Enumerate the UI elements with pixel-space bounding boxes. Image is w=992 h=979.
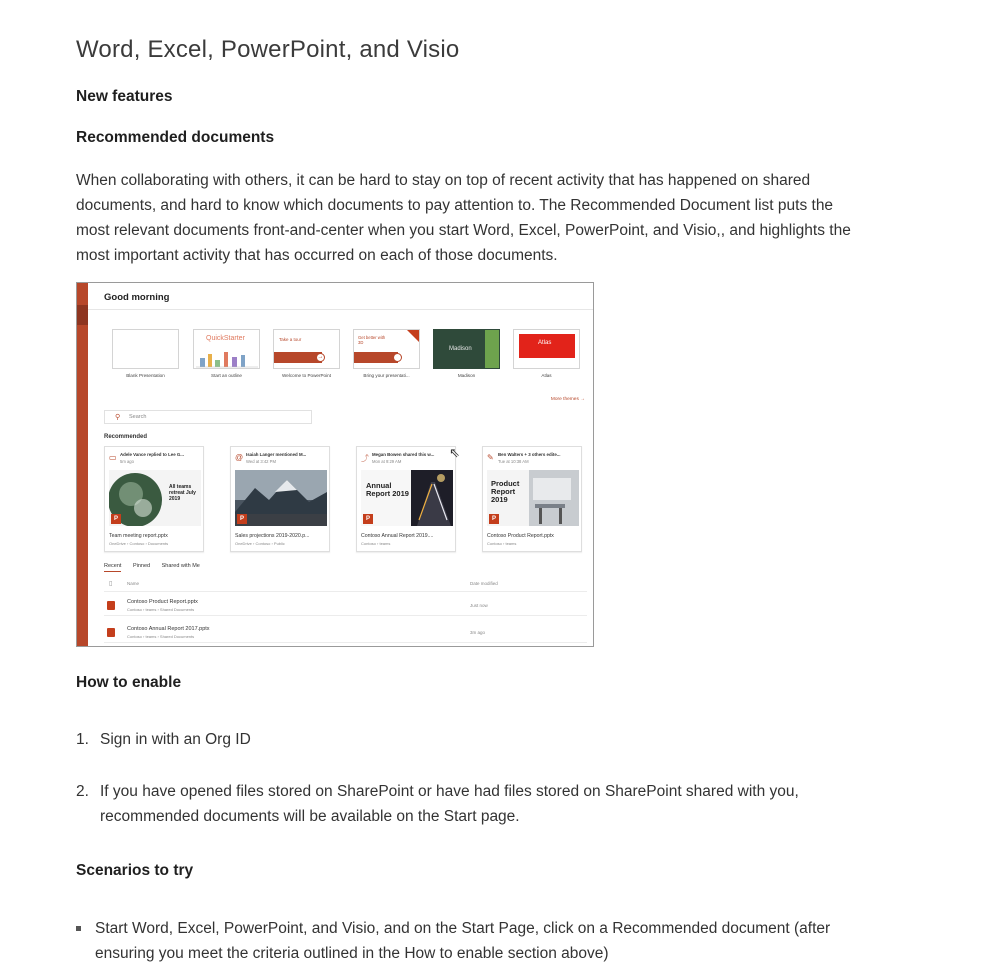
reply-icon: ▭ [109, 453, 117, 462]
card-location: Contoso › teams [361, 541, 391, 546]
file-row[interactable] [104, 596, 587, 616]
header-divider [88, 309, 593, 310]
column-date-modified[interactable]: Date modified [470, 581, 498, 586]
recommended-label: Recommended [104, 434, 148, 440]
card-location: OneDrive › Contoso › Public [235, 541, 285, 546]
powerpoint-icon: P [489, 514, 499, 524]
new-features-heading: New features [76, 88, 173, 105]
template-label: Bring your presentati... [363, 373, 410, 378]
card-activity: Adele Vance replied to Lee G... [120, 452, 184, 457]
card-time: Mon at 9:29 AM [372, 459, 402, 464]
greeting: Good morning [104, 292, 170, 303]
intro-paragraph: When collaborating with others, it can be hard to stay on top of recent activity that has happened on shared documents, and hard to know which documents to pay attention to. The Recommended Document list puts the most relevant documents front-and-center when you start Word, Excel, PowerPoint, and Visio,, and highlights the most important activity that has occurred on each of those documents. [76, 172, 851, 264]
card-activity: Isaiah Langer mentioned M... [246, 452, 307, 457]
card-thumbnail [361, 470, 453, 526]
scenario-text: Start Word, Excel, PowerPoint, and Visio, and on the Start Page, click on a Recommended document (after ensuring you meet the criteria outlined in the How to enable section above) [95, 920, 831, 962]
tab-recent[interactable]: Recent [104, 563, 121, 572]
page-title: Word, Excel, PowerPoint, and Visio [76, 36, 460, 63]
search-placeholder: Search [129, 414, 147, 420]
bullet-marker [76, 926, 81, 931]
file-row-location: Contoso › teams › Shared Documents [127, 634, 195, 639]
recommended-card[interactable] [482, 446, 582, 552]
scenarios-heading: Scenarios to try [76, 862, 194, 879]
file-row-name: Contoso Product Report.pptx [127, 599, 198, 605]
column-name[interactable]: Name [127, 581, 140, 586]
card-time: Wed at 3:42 PM [246, 459, 276, 464]
tab-shared-with-me[interactable]: Shared with Me [161, 563, 200, 569]
template-label: Blank Presentation [126, 373, 165, 378]
arrow-circle-icon: → [317, 354, 324, 360]
tab-pinned[interactable]: Pinned [132, 563, 151, 569]
recommended-documents-heading: Recommended documents [76, 129, 275, 146]
file-row-date: Just now [470, 603, 488, 608]
file-row-name: Contoso Annual Report 2017.pptx [127, 626, 210, 632]
template-thumb-text: Take a tour [279, 337, 302, 342]
card-thumbnail [235, 470, 327, 526]
card-filename: Contoso Product Report.pptx [487, 533, 554, 539]
card-activity: Ben Walters + 3 others edite... [498, 452, 561, 457]
edit-icon: ✎ [487, 453, 494, 462]
powerpoint-icon: P [111, 514, 121, 524]
file-tabs [104, 563, 210, 569]
template-madison[interactable] [433, 329, 500, 369]
search-input[interactable] [104, 410, 312, 424]
rail-notch [77, 305, 88, 325]
template-thumb-text: Atlas [538, 340, 552, 346]
card-thumb-text: Annual Report 2019 [366, 481, 409, 498]
step-text: If you have opened files stored on SharePoint or have had files stored on SharePoint shared with you, recommended documents will be available on the Start page. [100, 783, 799, 825]
share-icon: ⤴ [361, 454, 369, 463]
office-image [529, 470, 579, 526]
card-filename: Sales projections 2019-2020.p... [235, 533, 310, 539]
3d-banner [354, 352, 398, 363]
dot-circle-icon [393, 353, 402, 362]
template-quickstarter[interactable] [193, 329, 260, 369]
template-label: Atlas [541, 373, 552, 378]
tour-banner [274, 352, 322, 363]
card-location: OneDrive › Contoso › Documents [109, 541, 169, 546]
file-column-icon: ▯ [109, 581, 113, 587]
template-label: Welcome to PowerPoint [282, 373, 331, 378]
pptx-file-icon [107, 601, 115, 610]
template-atlas[interactable] [513, 329, 580, 369]
atlas-block [519, 334, 575, 358]
powerpoint-icon: P [237, 514, 247, 524]
template-blank[interactable] [112, 329, 179, 369]
card-filename: Contoso Annual Report 2019.... [361, 533, 434, 539]
card-thumb-text: Product Report 2019 [491, 479, 520, 504]
more-themes-link[interactable]: More themes → [550, 397, 585, 402]
template-thumb-text: QuickStarter [206, 335, 245, 342]
pptx-file-icon [107, 628, 115, 637]
card-time: 5m ago [120, 459, 134, 464]
recommended-card[interactable] [356, 446, 456, 552]
template-thumb-text: Get better with 3D [358, 335, 386, 345]
search-icon: ⚲ [115, 414, 121, 421]
step-number: 2. [76, 783, 89, 800]
3d-corner-ribbon [407, 330, 419, 342]
card-location: Contoso › teams [487, 541, 517, 546]
how-to-enable-heading: How to enable [76, 674, 182, 691]
start-page-screenshot [76, 282, 594, 647]
step-number: 1. [76, 731, 89, 748]
quickstarter-illustration [194, 330, 260, 369]
recommended-card[interactable] [230, 446, 330, 552]
app-rail [77, 283, 88, 646]
mouse-cursor-icon: ⇖ [449, 445, 460, 460]
file-list-header [104, 579, 587, 592]
card-time: Tue at 10:38 AM [498, 459, 529, 464]
card-thumbnail [487, 470, 579, 526]
step-text: Sign in with an Org ID [100, 731, 251, 748]
madison-stripe [485, 330, 499, 369]
card-thumb-text: All teams retreat July 2019 [169, 484, 196, 502]
mention-icon: @ [235, 453, 244, 462]
recommended-card[interactable] [104, 446, 204, 552]
template-label: Start an outline [211, 373, 242, 378]
file-row-location: Contoso › teams › Shared Documents [127, 607, 195, 612]
card-thumbnail [109, 470, 201, 526]
card-filename: Team meeting report.pptx [109, 533, 168, 539]
template-label: Madison [457, 373, 476, 378]
file-row[interactable] [104, 623, 587, 643]
powerpoint-icon: P [363, 514, 373, 524]
template-thumb-text: Madison [449, 346, 472, 352]
highway-image [411, 470, 453, 526]
template-get-better-3d[interactable] [353, 329, 420, 369]
file-row-date: 3m ago [470, 630, 486, 635]
template-take-a-tour[interactable] [273, 329, 340, 369]
mountain-image [235, 470, 327, 526]
card-activity: Megan Bowen shared this w... [372, 452, 435, 457]
